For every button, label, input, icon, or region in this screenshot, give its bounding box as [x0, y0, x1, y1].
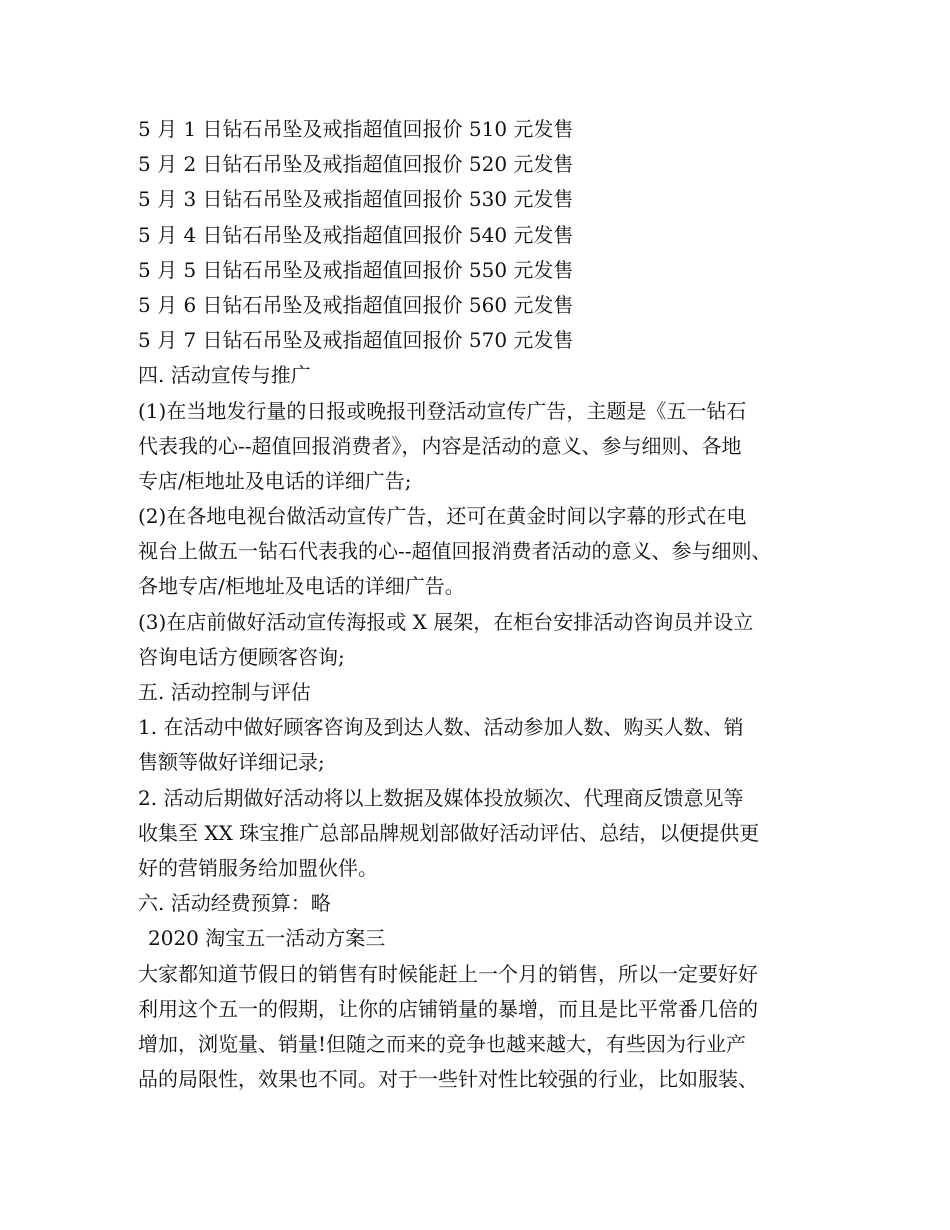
- price-line-may-5: 5 月 5 日钻石吊坠及戒指超值回报价 550 元发售: [138, 257, 574, 282]
- paragraph-line: 大家都知道节假日的销售有时候能赶上一个月的销售，所以一定要好好: [138, 961, 758, 986]
- paragraph-line: 各地专店/柜地址及电话的详细广告。: [138, 574, 465, 599]
- paragraph-line: 收集至 XX 珠宝推广总部品牌规划部做好活动评估、总结，以便提供更: [138, 820, 760, 845]
- paragraph-line: 代表我的心--超值回报消费者》，内容是活动的意义、参与细则、各地: [138, 433, 742, 458]
- plan-title: 2020 淘宝五一活动方案三: [148, 926, 386, 951]
- section-heading-control: 五. 活动控制与评估: [138, 680, 311, 704]
- price-line-may-2: 5 月 2 日钻石吊坠及戒指超值回报价 520 元发售: [138, 152, 574, 177]
- paragraph-line: 专店/柜地址及电话的详细广告;: [138, 468, 412, 493]
- paragraph-line: 视台上做五一钻石代表我的心--超值回报消费者活动的意义、参与细则、: [138, 539, 772, 564]
- price-line-may-7: 5 月 7 日钻石吊坠及戒指超值回报价 570 元发售: [138, 328, 574, 353]
- section-heading-promotion: 四. 活动宣传与推广: [138, 363, 311, 388]
- section-heading-budget: 六. 活动经费预算：略: [138, 891, 331, 916]
- price-line-may-3: 5 月 3 日钻石吊坠及戒指超值回报价 530 元发售: [138, 187, 574, 212]
- document-body: [138, 112, 838, 1097]
- price-line-may-4: 5 月 4 日钻石吊坠及戒指超值回报价 540 元发售: [138, 222, 574, 247]
- paragraph-line: 2. 活动后期做好活动将以上数据及媒体投放频次、代理商反馈意见等: [138, 785, 744, 810]
- paragraph-line: (2)在各地电视台做活动宣传广告，还可在黄金时间以字幕的形式在电: [138, 504, 747, 529]
- paragraph-line: 好的营销服务给加盟伙伴。: [138, 855, 378, 880]
- paragraph-line: 利用这个五一的假期，让你的店铺销量的暴增，而且是比平常番几倍的: [138, 996, 758, 1021]
- paragraph-line: (1)在当地发行量的日报或晚报刊登活动宣传广告，主题是《五一钻石: [138, 398, 747, 423]
- paragraph-line: 1. 在活动中做好顾客咨询及到达人数、活动参加人数、购买人数、销: [138, 715, 744, 740]
- paragraph-line: 品的局限性，效果也不同。对于一些针对性比较强的行业，比如服装、: [138, 1067, 758, 1092]
- paragraph-line: 咨询电话方便顾客咨询;: [138, 644, 345, 669]
- paragraph-line: 售额等做好详细记录;: [138, 750, 325, 775]
- price-line-may-6: 5 月 6 日钻石吊坠及戒指超值回报价 560 元发售: [138, 292, 574, 317]
- price-line-may-1: 5 月 1 日钻石吊坠及戒指超值回报价 510 元发售: [138, 117, 574, 141]
- paragraph-line: 增加，浏览量、销量!但随之而来的竞争也越来越大，有些因为行业产: [138, 1031, 747, 1056]
- paragraph-line: (3)在店前做好活动宣传海报或 X 展架，在柜台安排活动咨询员并设立: [138, 609, 754, 634]
